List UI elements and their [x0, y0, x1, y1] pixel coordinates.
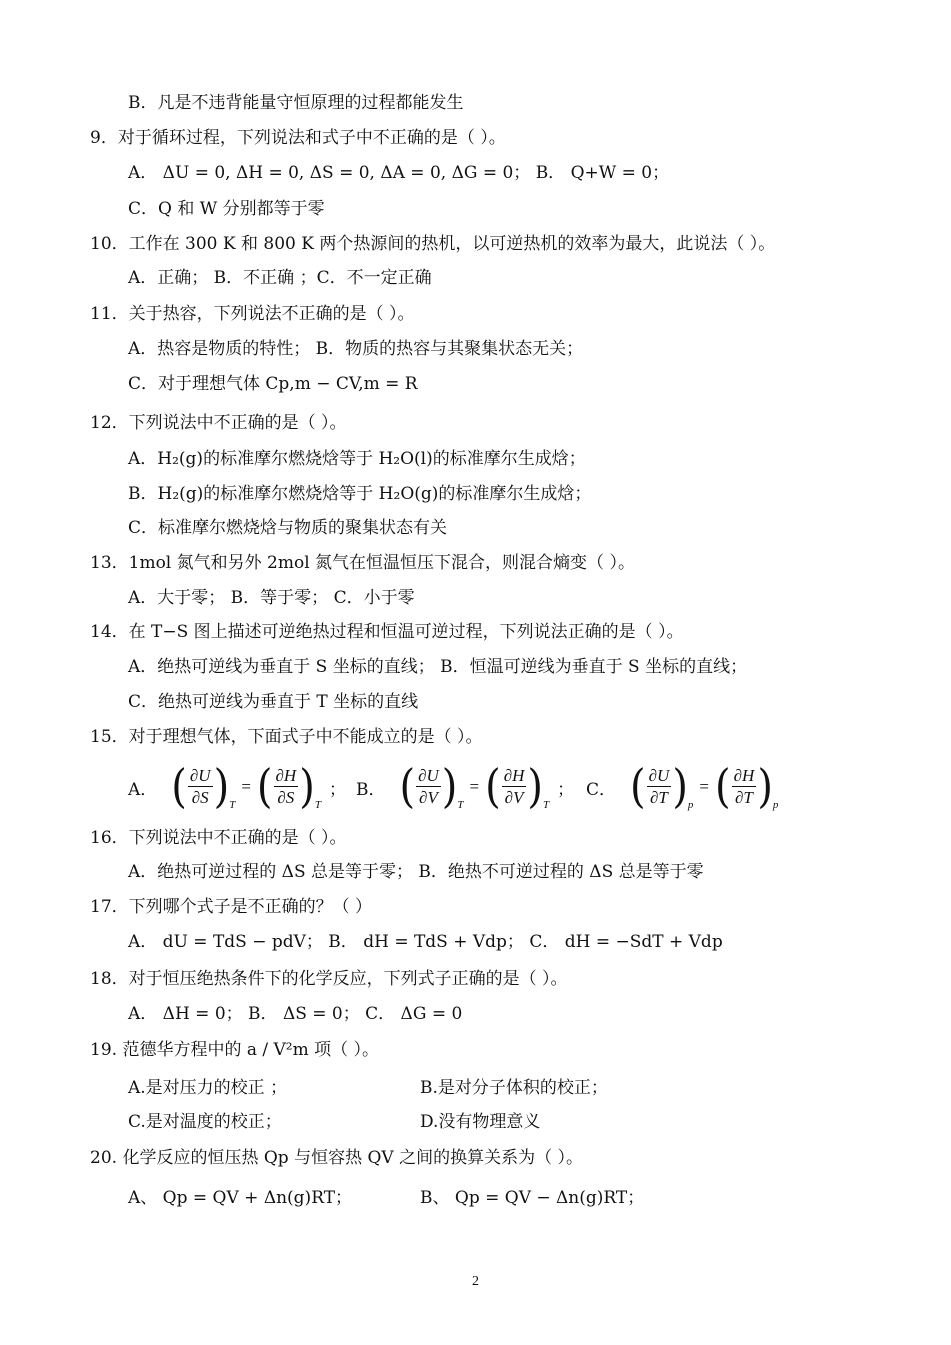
option-text: A． dU = TdS − pdV； B． dH = TdS + Vdp； C． dH = −SdT + Vdp — [128, 932, 723, 952]
option-text: A．绝热可逆线为垂直于 S 坐标的直线； B．恒温可逆线为垂直于 S 坐标的直线； — [128, 657, 748, 677]
question-text: 20. 化学反应的恒压热 Qp 与恒容热 QV 之间的换算关系为（ ）。 — [90, 1148, 583, 1168]
question-text: 12．下列说法中不正确的是（ ）。 — [90, 413, 347, 433]
option-text: A． ΔH = 0； B． ΔS = 0； C． ΔG = 0 — [128, 1004, 463, 1024]
question-text: 14．在 T−S 图上描述可逆绝热过程和恒温可逆过程，下列说法正确的是（ ）。 — [90, 622, 684, 642]
option-text: A． ΔU = 0, ΔH = 0, ΔS = 0, ΔA = 0, ΔG = 0； B． Q+W = 0； — [128, 163, 670, 183]
fraction: $\frac{\partial U}{\partial V}$ — [418, 765, 439, 807]
option-text: B、 Qp = QV − Δn(g)RT； — [420, 1188, 645, 1208]
question-text: 13．1mol 氮气和另外 2mol 氮气在恒温恒压下混合，则混合熵变（ ）。 — [90, 553, 635, 573]
option-label: A． — [128, 779, 158, 800]
q15-option-c: C． ( $\frac{\partial U}{\partial T}$ ) p = ( $\frac{\partial H}{\partial T}$ ) p — [586, 760, 779, 814]
question-text: 16．下列说法中不正确的是（ ）。 — [90, 828, 347, 848]
question-text: 10．工作在 300 K 和 800 K 两个热源间的热机，以可逆热机的效率为最大，此说法（ ）。 — [90, 234, 776, 254]
question-text: 9．对于循环过程，下列说法和式子中不正确的是（ ）。 — [90, 128, 506, 148]
option-text: B．H₂(g)的标准摩尔燃烧焓等于 H₂O(g)的标准摩尔生成焓； — [128, 484, 592, 504]
option-text: B.是对分子体积的校正； — [420, 1078, 608, 1098]
option-label: C． — [586, 779, 617, 800]
question-text: 17．下列哪个式子是不正确的？（ ） — [90, 897, 373, 917]
option-text: A、 Qp = QV + Δn(g)RT； — [128, 1188, 353, 1208]
option-text: A．绝热可逆过程的 ΔS 总是等于零； B．绝热不可逆过程的 ΔS 总是等于零 — [128, 862, 704, 882]
fraction: $\frac{\partial H}{\partial S}$ — [275, 765, 297, 807]
q15-option-b: B． ( $\frac{\partial U}{\partial V}$ ) T = ( $\frac{\partial H}{\partial V}$ ) T ； — [356, 760, 575, 814]
question-text: 15．对于理想气体，下面式子中不能成立的是（ ）。 — [90, 727, 483, 747]
option-text: A．热容是物质的特性； B．物质的热容与其聚集状态无关； — [128, 339, 584, 359]
q15-option-a: A． ( $\frac{\partial U}{\partial S}$ ) T = ( $\frac{\partial H}{\partial S}$ ) T ； — [128, 760, 346, 814]
option-text: C.是对温度的校正； — [128, 1112, 282, 1132]
option-text: C．Q 和 W 分别都等于零 — [128, 199, 325, 219]
fraction: $\frac{\partial U}{\partial T}$ — [648, 765, 670, 807]
option-text: A．正确； B．不正确 ；C．不一定正确 — [128, 268, 432, 288]
option-text: A．大于零； B．等于零； C．小于零 — [128, 588, 415, 608]
fraction: $\frac{\partial H}{\partial T}$ — [733, 765, 755, 807]
option-text: B．凡是不违背能量守恒原理的过程都能发生 — [128, 93, 464, 113]
question-text: 18．对于恒压绝热条件下的化学反应，下列式子正确的是（ ）。 — [90, 969, 568, 989]
option-text: A．H₂(g)的标准摩尔燃烧焓等于 H₂O(l)的标准摩尔生成焓； — [128, 449, 586, 469]
question-text: 11．关于热容，下列说法不正确的是（ ）。 — [90, 304, 415, 324]
page-number: 2 — [472, 1274, 479, 1289]
option-text: D.没有物理意义 — [420, 1112, 541, 1132]
question-text: 19. 范德华方程中的 a / V²m 项（ ）。 — [90, 1040, 380, 1060]
fraction: $\frac{\partial H}{\partial V}$ — [503, 765, 525, 807]
option-text: C．标准摩尔燃烧焓与物质的聚集状态有关 — [128, 518, 448, 538]
option-label: B． — [356, 779, 386, 800]
option-text: C．绝热可逆线为垂直于 T 坐标的直线 — [128, 692, 419, 712]
option-text: A.是对压力的校正 ； — [128, 1078, 288, 1098]
option-text: C．对于理想气体 Cp,m − CV,m = R — [128, 374, 418, 394]
fraction: $\frac{\partial U}{\partial S}$ — [189, 765, 211, 807]
